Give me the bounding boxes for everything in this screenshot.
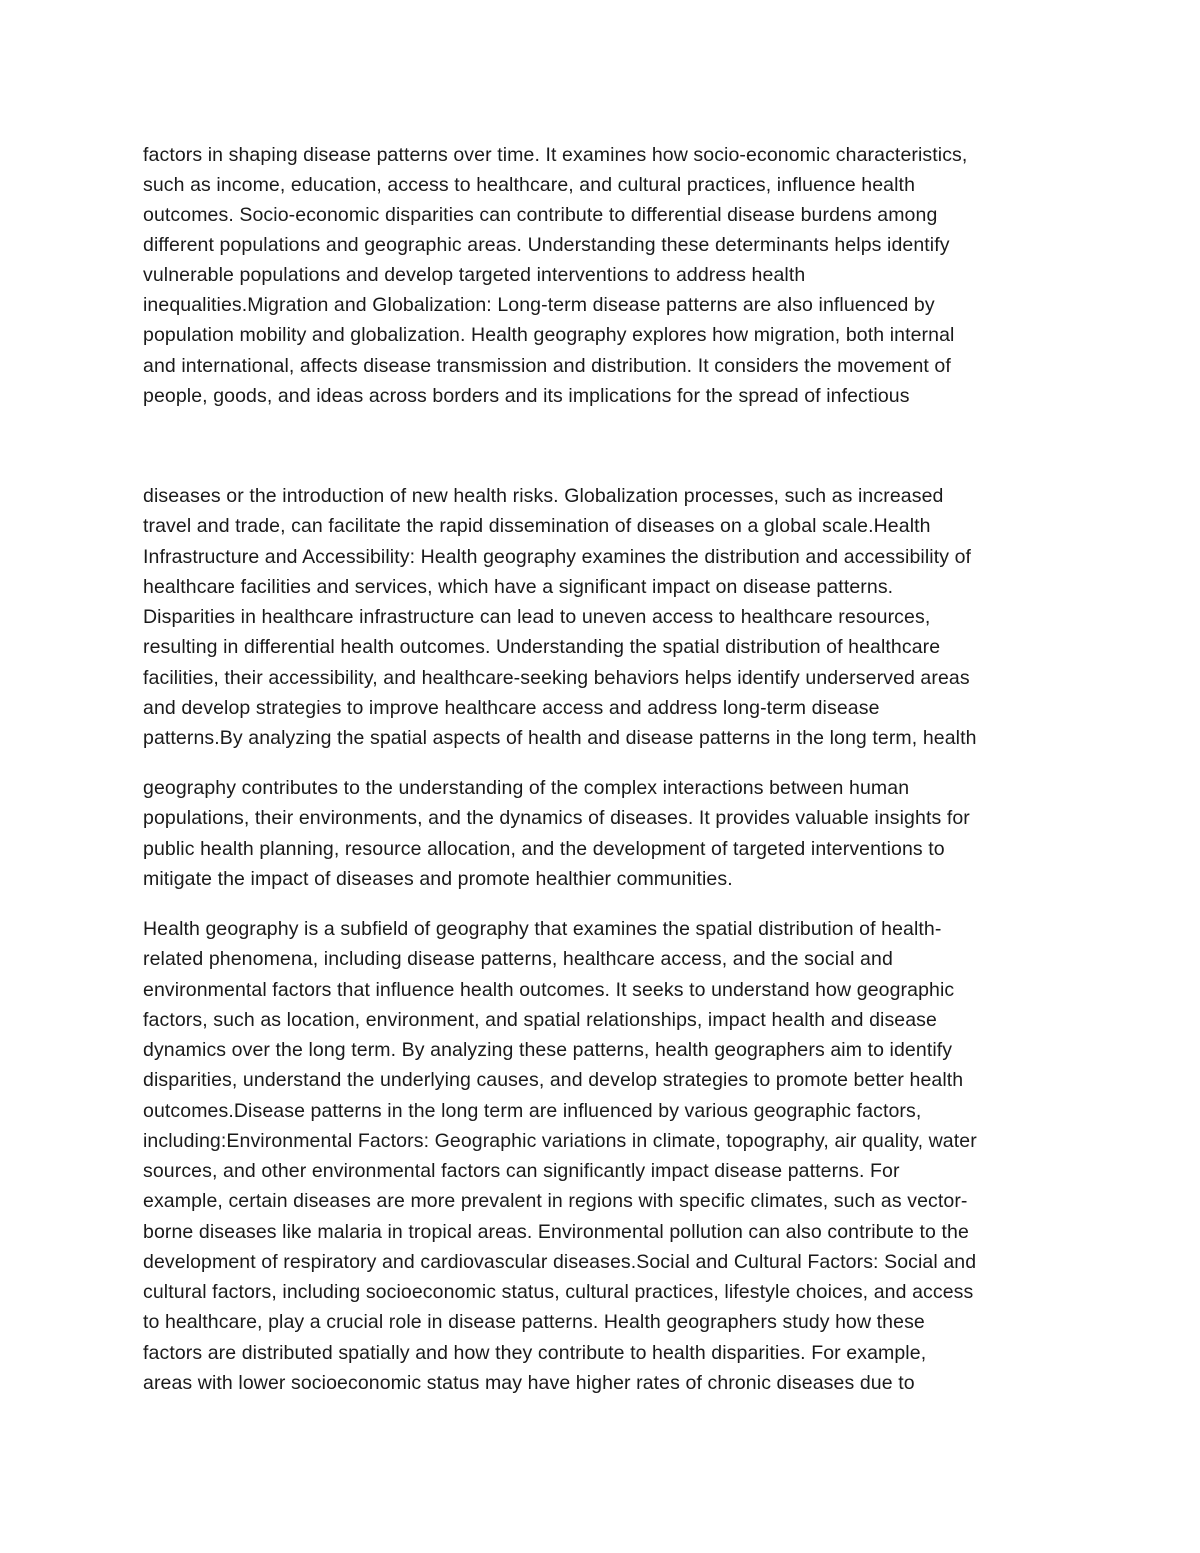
text-line: outcomes.Disease patterns in the long term are influenced by various geographic factors, [143,1100,922,1122]
text-line: different populations and geographic areas. Understanding these determinants helps identify [143,234,950,256]
text-line: and international, affects disease transmission and distribution. It considers the movement of [143,355,951,377]
text-line: environmental factors that influence health outcomes. It seeks to understand how geographic [143,979,955,1001]
text-line: geography contributes to the understanding of the complex interactions between human [143,777,910,799]
text-line: outcomes. Socio-economic disparities can contribute to differential disease burdens among [143,204,938,226]
text-line: population mobility and globalization. Health geography explores how migration, both internal [143,324,955,346]
text-line: Health geography is a subfield of geography that examines the spatial distribution of health- [143,918,942,940]
text-line: public health planning, resource allocation, and the development of targeted interventions to [143,838,945,860]
text-line: related phenomena, including disease patterns, healthcare access, and the social and [143,948,893,970]
text-line: diseases or the introduction of new health risks. Globalization processes, such as increased [143,485,944,507]
text-line: resulting in differential health outcomes. Understanding the spatial distribution of healthcare [143,636,941,658]
text-line: Disparities in healthcare infrastructure can lead to uneven access to healthcare resources, [143,606,931,628]
text-line: cultural factors, including socioeconomic status, cultural practices, lifestyle choices, and access [143,1281,974,1303]
text-line: sources, and other environmental factors can significantly impact disease patterns. For [143,1160,900,1182]
text-line: factors are distributed spatially and how they contribute to health disparities. For example, [143,1342,927,1364]
text-line: factors in shaping disease patterns over time. It examines how socio-economic characteristics, [143,144,968,166]
text-line: borne diseases like malaria in tropical areas. Environmental pollution can also contribute to the [143,1221,969,1243]
text-line: factors, such as location, environment, and spatial relationships, impact health and disease [143,1009,937,1031]
text-line: Infrastructure and Accessibility: Health geography examines the distribution and accessibility of [143,546,972,568]
text-line: vulnerable populations and develop targeted interventions to address health [143,264,806,286]
text-line: people, goods, and ideas across borders and its implications for the spread of infectious [143,385,910,407]
text-line: including:Environmental Factors: Geographic variations in climate, topography, air quality, water [143,1130,977,1152]
text-line: healthcare facilities and services, which have a significant impact on disease patterns. [143,576,894,598]
text-line: and develop strategies to improve healthcare access and address long-term disease [143,697,880,719]
text-line: disparities, understand the underlying causes, and develop strategies to promote better health [143,1069,964,1091]
text-line: travel and trade, can facilitate the rapid dissemination of diseases on a global scale.Health [143,515,931,537]
text-line: to healthcare, play a crucial role in disease patterns. Health geographers study how these [143,1311,925,1333]
text-line: mitigate the impact of diseases and promote healthier communities. [143,868,733,890]
text-line: areas with lower socioeconomic status may have higher rates of chronic diseases due to [143,1372,915,1394]
text-line: patterns.By analyzing the spatial aspects of health and disease patterns in the long term, health [143,727,977,749]
text-line: such as income, education, access to healthcare, and cultural practices, influence health [143,174,916,196]
text-line: example, certain diseases are more prevalent in regions with specific climates, such as vector- [143,1190,968,1212]
text-line: inequalities.Migration and Globalization: Long-term disease patterns are also influenced by [143,294,935,316]
text-line: development of respiratory and cardiovascular diseases.Social and Cultural Factors: Social and [143,1251,977,1273]
text-line: populations, their environments, and the dynamics of diseases. It provides valuable insights for [143,807,970,829]
text-line: facilities, their accessibility, and healthcare-seeking behaviors helps identify underserved areas [143,667,970,689]
text-line: dynamics over the long term. By analyzing these patterns, health geographers aim to identify [143,1039,953,1061]
